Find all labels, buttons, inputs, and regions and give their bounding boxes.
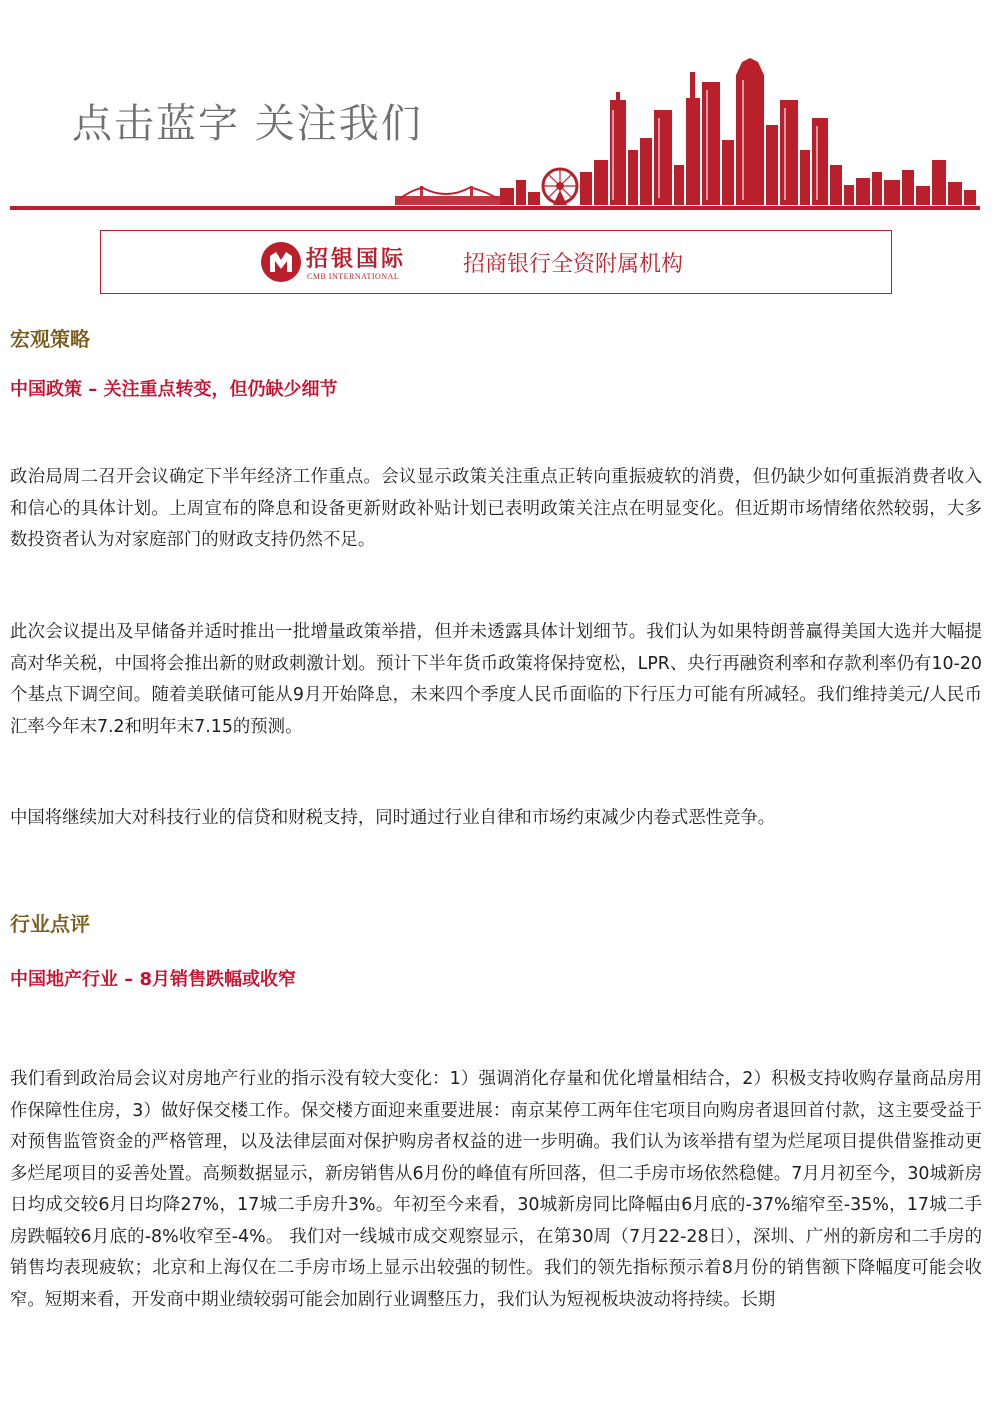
- logo-subtitle: CMB INTERNATIONAL: [307, 272, 400, 281]
- paragraph: 政治局周二召开会议确定下半年经济工作重点。会议显示政策关注重点正转向重振疲软的消费，但仍缺少如何重振消费者收入和信心的具体计划。上周宣布的降息和设备更新财政补贴计划已表明政策关注点在明显变化。但近期市场情绪依然较弱，大多数投资者认为对家庭部门的财政支持仍然不足。: [10, 467, 982, 550]
- section-heading-industry: 行业点评: [10, 912, 90, 936]
- banner-tagline: 招商银行全资附属机构: [463, 252, 684, 277]
- page-header: [0, 0, 992, 215]
- header-title: 点击蓝字 关注我们: [72, 101, 423, 147]
- paragraph: 我们看到政治局会议对房地产行业的指示没有较大变化：1）强调消化存量和优化增量相结合，2）积极支持收购存量商品房用作保障性住房，3）做好保交楼工作。保交楼方面迎来重要进展：南京某停工两年住宅项目向购房者退回首付款，这主要受益于对预售监管资金的严格管理，以及法律层面对保护购房者权益的进一步明确。我们认为该举措有望为烂尾项目提供借鉴推动更多烂尾项目的妥善处置。高频数据显示，新房销售从6月份的峰值有所回落，但二手房市场依然稳健。7月月初至今，30城新房日均成交较6月日均降27%，17城二手房升3%。年初至今来看，30城新房同比降幅由6月底的-37%缩窄至-35%，17城二手房跌幅较6月底的-8%收窄至-4%。 我们对一线城市成交观察显示，在第30周（7月22-28日），深圳、广州的新房和二手房的销售均表现疲软；北京和上海仅在二手房市场上显示出较强的韧性。我们的领先指标预示着8月份的销售额下降幅度可能会收窄。短期来看，开发商中期业绩较弱可能会加剧行业调整压力，我们认为短视板块波动将持续。长期: [10, 1069, 982, 1310]
- brand-banner: [100, 230, 892, 294]
- article-title-china-policy: 中国政策 – 关注重点转变，但仍缺少细节: [10, 379, 338, 400]
- logo-name: 招银国际: [306, 246, 407, 272]
- section-heading-macro: 宏观策略: [10, 327, 90, 351]
- header-divider: [10, 206, 980, 210]
- paragraph: 中国将继续加大对科技行业的信贷和财税支持，同时通过行业自律和市场约束减少内卷式恶性竞争。: [10, 808, 776, 828]
- city-skyline-illustration: [0, 0, 992, 215]
- paragraph: 此次会议提出及早储备并适时推出一批增量政策举措，但并未透露具体计划细节。我们认为如果特朗普赢得美国大选并大幅提高对华关税，中国将会推出新的财政刺激计划。预计下半年货币政策将保持宽松，LPR、央行再融资利率和存款利率仍有10-20个基点下调空间。随着美联储可能从9月开始降息，未来四个季度人民币面临的下行压力可能有所减轻。我们维持美元/人民币汇率今年末7.2和明年末7.15的预测。: [10, 622, 982, 737]
- article-title-property: 中国地产行业 – 8月销售跌幅或收窄: [10, 969, 297, 990]
- cmb-logo-icon: [259, 240, 303, 284]
